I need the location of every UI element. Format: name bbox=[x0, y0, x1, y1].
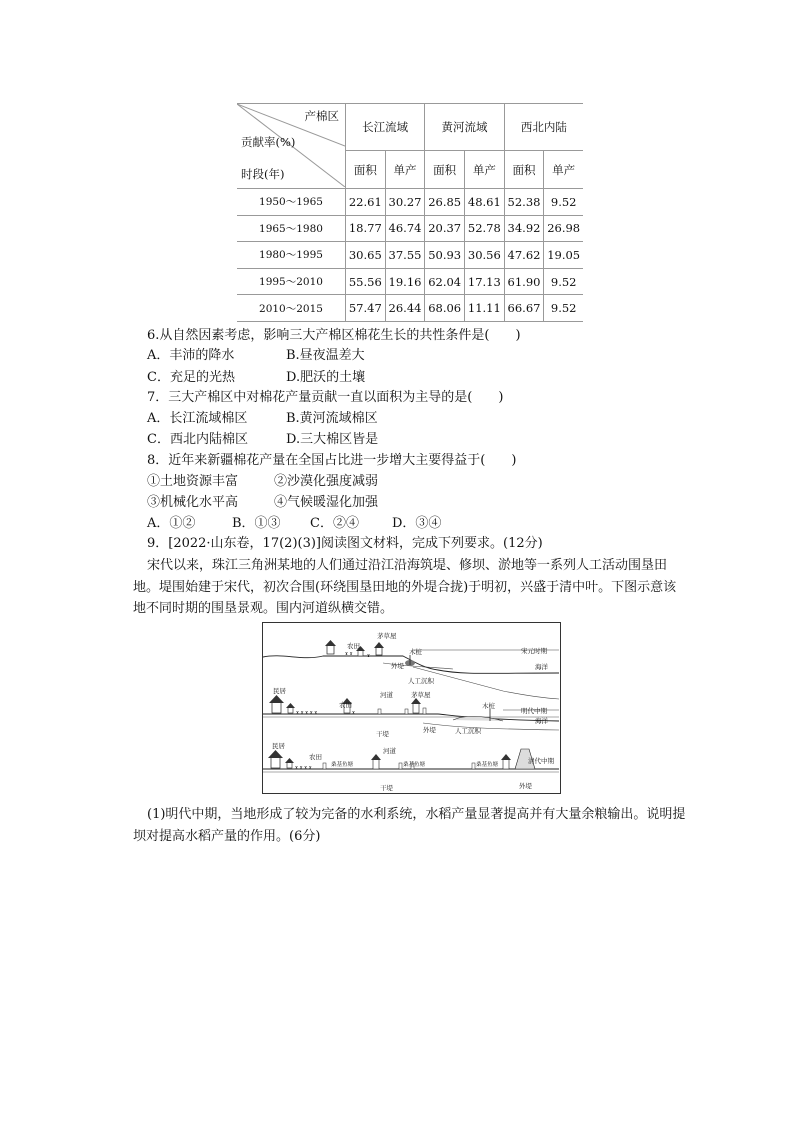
q9-heading: 9．[2022·山东卷，17(2)(3)]阅读图文材料，完成下列要求。(12分) bbox=[147, 536, 543, 551]
roof-icon bbox=[325, 640, 336, 646]
q7-option-d: D.三大棉区皆是 bbox=[286, 432, 379, 447]
outer-dike-label-qing: 外堤 bbox=[519, 782, 532, 790]
sub-header: 面积 bbox=[504, 151, 544, 189]
mulberry-fishpond-label-3: 桑基鱼塘 bbox=[476, 762, 499, 768]
region-header-yellow: 黄河流域 bbox=[425, 104, 504, 151]
value-cell: 46.74 bbox=[385, 215, 425, 242]
q7-stem: 7．三大产棉区中对棉花产量贡献一直以面积为主导的是( ) bbox=[147, 390, 504, 405]
song-yuan-period-label: 宋元时期 bbox=[521, 647, 547, 655]
value-cell: 20.37 bbox=[425, 215, 465, 242]
q6-option-a: A．丰沛的降水 bbox=[147, 348, 235, 363]
q7-option-a: A．长江流域棉区 bbox=[147, 411, 248, 426]
value-cell: 66.67 bbox=[504, 295, 544, 322]
value-cell: 9.52 bbox=[544, 268, 583, 295]
sub-header: 面积 bbox=[425, 151, 465, 189]
corner-period-label: 时段(年) bbox=[241, 167, 285, 181]
svg-text:ɤ: ɤ bbox=[352, 710, 355, 716]
main-dike-label-qing: 干堤 bbox=[380, 784, 393, 792]
svg-text:ɤ: ɤ bbox=[367, 653, 370, 659]
value-cell: 55.56 bbox=[346, 268, 386, 295]
farmland-label: 农田 bbox=[347, 642, 360, 650]
mulberry-fishpond-label-1: 桑基鱼塘 bbox=[331, 762, 354, 768]
q7-option-b: B.黄河流域棉区 bbox=[286, 411, 378, 426]
value-cell: 52.78 bbox=[465, 215, 505, 242]
table-row bbox=[237, 268, 583, 295]
q6-option-c: C．充足的光热 bbox=[147, 370, 235, 385]
sub-header: 单产 bbox=[465, 151, 505, 189]
table-row bbox=[237, 242, 583, 269]
value-cell: 61.90 bbox=[504, 268, 544, 295]
outer-dike-label-ming: 外堤 bbox=[423, 726, 436, 734]
cotton-contribution-table bbox=[237, 103, 583, 322]
ming-panel bbox=[263, 686, 559, 738]
song-yuan-panel bbox=[263, 631, 559, 699]
q6-option-d: D.肥沃的土壤 bbox=[286, 370, 366, 385]
q8-statement-2: ②沙漠化强度减弱 bbox=[274, 474, 379, 489]
farmland-label-ming: 农田 bbox=[339, 701, 352, 709]
table-row bbox=[237, 189, 583, 216]
qing-period-label: 清代中期 bbox=[528, 757, 554, 765]
q8-option-b: B．①③ bbox=[232, 516, 281, 531]
value-cell: 62.04 bbox=[425, 268, 465, 295]
main-dike-label-ming: 干堤 bbox=[376, 730, 389, 738]
hut-icon bbox=[327, 645, 334, 654]
q8-option-d: D．③④ bbox=[392, 516, 442, 531]
thatched-hut-label: 茅草屋 bbox=[377, 632, 397, 640]
sea-label-2: 海洋 bbox=[535, 717, 548, 725]
period-cell: 2010～2015 bbox=[237, 295, 346, 322]
value-cell: 68.06 bbox=[425, 295, 465, 322]
value-cell: 18.77 bbox=[346, 215, 386, 242]
sea-label-1: 海洋 bbox=[535, 663, 548, 671]
region-header-yangtze: 长江流域 bbox=[346, 104, 425, 151]
outer-dike-label: 外堤 bbox=[391, 662, 404, 670]
value-cell: 22.61 bbox=[346, 189, 386, 216]
q8-option-a: A．①② bbox=[147, 516, 196, 531]
q8-stem: 8．近年来新疆棉花产量在全国占比进一步增大主要得益于( ) bbox=[147, 453, 517, 468]
period-cell: 1980～1995 bbox=[237, 242, 346, 269]
value-cell: 26.98 bbox=[544, 215, 583, 242]
residence-label-qing: 民居 bbox=[272, 742, 285, 750]
wooden-pile-label-ming: 木桩 bbox=[482, 702, 495, 710]
value-cell: 50.93 bbox=[425, 242, 465, 269]
river-channel-label-qing: 河道 bbox=[383, 747, 396, 755]
value-cell: 9.52 bbox=[544, 295, 583, 322]
value-cell: 30.27 bbox=[385, 189, 425, 216]
value-cell: 19.16 bbox=[385, 268, 425, 295]
qing-panel bbox=[263, 741, 559, 792]
table-corner-header bbox=[237, 104, 346, 189]
value-cell: 17.13 bbox=[465, 268, 505, 295]
q8-option-c: C．②④ bbox=[310, 516, 359, 531]
q6-stem: 6.从自然因素考虑，影响三大产棉区棉花生长的共性条件是( ) bbox=[147, 328, 521, 343]
value-cell: 57.47 bbox=[346, 295, 386, 322]
value-cell: 37.55 bbox=[385, 242, 425, 269]
q8-statement-3: ③机械化水平高 bbox=[147, 495, 239, 510]
period-cell: 1965～1980 bbox=[237, 215, 346, 242]
sub-header: 单产 bbox=[544, 151, 583, 189]
table-row bbox=[237, 295, 583, 322]
river-channel-label-ming: 河道 bbox=[380, 691, 393, 699]
svg-text:ɤ ɤ ɤ ɤ ɤ: ɤ ɤ ɤ ɤ ɤ bbox=[296, 710, 318, 716]
wooden-pile-label: 木桩 bbox=[409, 648, 422, 656]
value-cell: 30.65 bbox=[346, 242, 386, 269]
q8-statement-1: ①土地资源丰富 bbox=[147, 474, 239, 489]
value-cell: 11.11 bbox=[465, 295, 505, 322]
corner-region-label: 产棉区 bbox=[304, 109, 339, 123]
value-cell: 26.44 bbox=[385, 295, 425, 322]
q7-option-c: C．西北内陆棉区 bbox=[147, 432, 248, 447]
sub-header: 面积 bbox=[346, 151, 386, 189]
value-cell: 48.61 bbox=[465, 189, 505, 216]
artificial-deposit-label: 人工沉积 bbox=[408, 677, 434, 685]
sub-header: 单产 bbox=[385, 151, 425, 189]
value-cell: 9.52 bbox=[544, 189, 583, 216]
svg-text:ɤ ɤ ɤ ɤ: ɤ ɤ ɤ ɤ bbox=[295, 765, 312, 771]
corner-rate-label: 贡献率(%) bbox=[241, 135, 296, 149]
value-cell: 26.85 bbox=[425, 189, 465, 216]
period-cell: 1950～1965 bbox=[237, 189, 346, 216]
value-cell: 30.56 bbox=[465, 242, 505, 269]
thatched-hut-label-ming: 茅草屋 bbox=[411, 691, 431, 699]
value-cell: 19.05 bbox=[544, 242, 583, 269]
residence-label-ming: 民居 bbox=[273, 687, 286, 695]
region-header-northwest: 西北内陆 bbox=[504, 104, 583, 151]
value-cell: 47.62 bbox=[504, 242, 544, 269]
value-cell: 34.92 bbox=[504, 215, 544, 242]
period-cell: 1995～2010 bbox=[237, 268, 346, 295]
reclamation-landscape-figure bbox=[262, 622, 561, 794]
svg-text:ɤ ɤ: ɤ ɤ bbox=[345, 651, 353, 657]
q9-subquestion-1: (1)明代中期，当地形成了较为完备的水利系统，水稻产量显著提高并有大量余粮输出。说明提坝对提高水稻产量的作用。(6分) bbox=[133, 807, 686, 844]
q8-statement-4: ④气候暖湿化加强 bbox=[274, 495, 379, 510]
value-cell: 52.38 bbox=[504, 189, 544, 216]
artificial-deposit-label-ming: 人工沉积 bbox=[455, 727, 481, 735]
table-row bbox=[237, 215, 583, 242]
ming-period-label: 明代中期 bbox=[521, 707, 547, 715]
mulberry-fishpond-label-2: 桑基鱼塘 bbox=[403, 762, 426, 768]
q9-material-paragraph: 宋代以来，珠江三角洲某地的人们通过沿江沿海筑堤、修坝、淤地等一系列人工活动围垦田地。堤围始建于宋代，初次合围(环绕围垦田地的外堤合拢)于明初，兴盛于清中叶。下图示意该地不同时期的围垦景观。围内河道纵横交错。 bbox=[133, 558, 677, 616]
q6-option-b: B.昼夜温差大 bbox=[286, 348, 365, 363]
farmland-label-qing: 农田 bbox=[309, 753, 322, 761]
